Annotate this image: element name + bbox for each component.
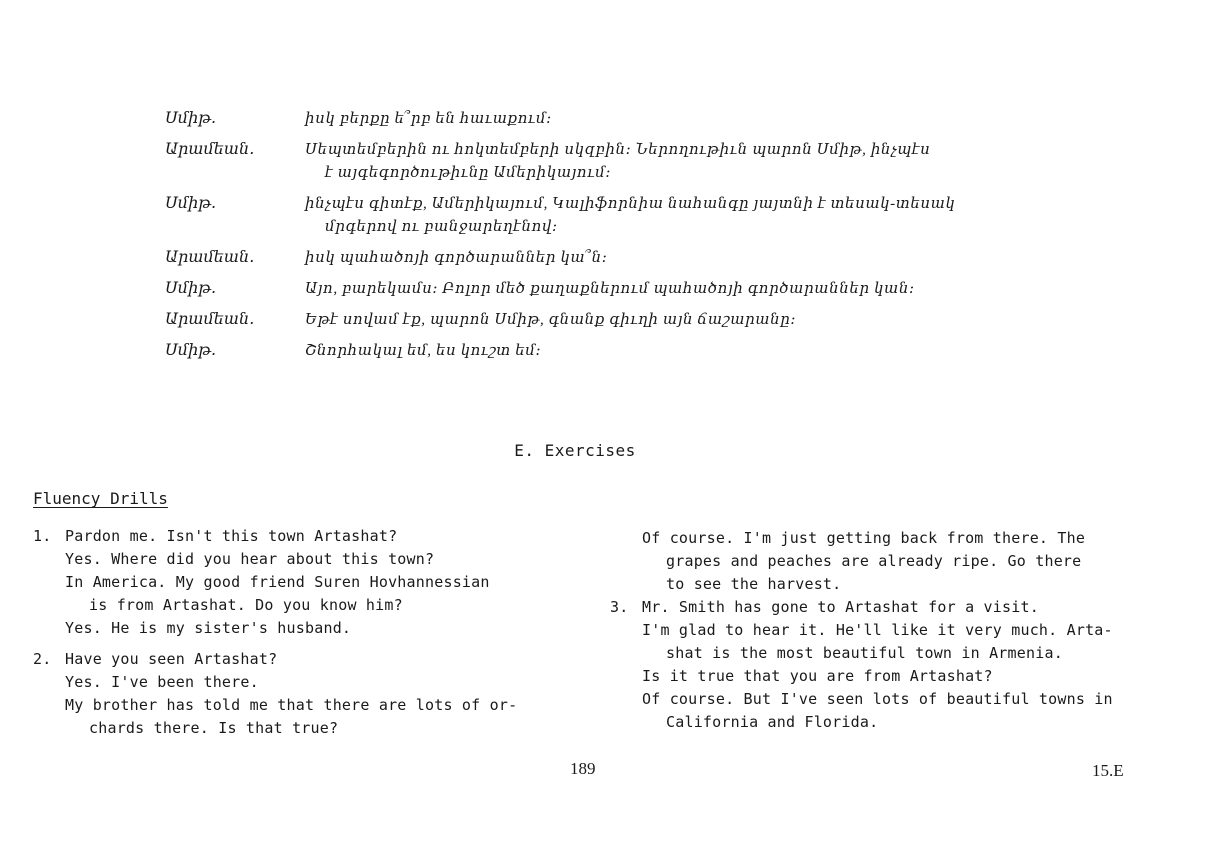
- dialogue-text-line: ինչպէս գիտէք, Ամերիկայում, Կալիֆորնիա նահանգը յայտնի է տեսակ-տեսակ: [305, 196, 956, 212]
- speaker-name: Սմիթ․: [165, 110, 217, 127]
- section-title: E. Exercises: [514, 441, 636, 460]
- dialogue-text-line: Այո, բարեկամս։ Բոլոր մեծ քաղաքներում պահածոյի գործարաններ կան։: [305, 281, 915, 297]
- drill-line-text: My brother has told me that there are lots of or-: [65, 696, 518, 714]
- dialogue-text: [305, 139, 1045, 185]
- drill-line: [65, 671, 593, 694]
- speaker-name: Արամեան․: [165, 311, 255, 328]
- dialogue-text: [305, 340, 1045, 363]
- drill-line: [642, 596, 1170, 619]
- dialogue-text: [305, 278, 1045, 301]
- speaker-name: Սմիթ․: [165, 342, 217, 359]
- drill-line-text: I'm glad to hear it. He'll like it very much. Arta-: [642, 621, 1113, 639]
- drill-line: [65, 548, 593, 571]
- dialogue-text-line: իսկ բերքը ե՞րբ են հաւաքում։: [305, 111, 552, 127]
- drill-item: [33, 525, 593, 640]
- drill-line-text: Of course. But I've seen lots of beautiful towns in: [642, 690, 1113, 708]
- drills-left-column: [33, 525, 593, 748]
- drill-line: [642, 527, 1170, 596]
- drill-line-wrap: to see the harvest.: [666, 575, 842, 593]
- dialogue-line: [165, 108, 1045, 131]
- speaker-name: Արամեան․: [165, 141, 255, 158]
- dialogue-line: [165, 278, 1045, 301]
- drill-line-wrap: grapes and peaches are already ripe. Go there: [666, 552, 1082, 570]
- drill-line-text: Yes. Where did you hear about this town?: [65, 550, 435, 568]
- drill-line: [65, 648, 593, 671]
- speaker-name: Սմիթ․: [165, 195, 217, 212]
- drill-number: 3.: [610, 598, 629, 616]
- drill-line: [642, 688, 1170, 734]
- dialogue-text: [305, 247, 1045, 270]
- dialogue-text-line: Շնորհակալ եմ, ես կուշտ եմ։: [305, 343, 542, 359]
- section-code: 15.E: [1092, 761, 1124, 780]
- dialogue-line: [165, 247, 1045, 270]
- dialogue-text-line: է այգեգործութիւնը Ամերիկայում։: [325, 165, 612, 181]
- drill-number: 1.: [33, 527, 52, 545]
- drill-line-text: Is it true that you are from Artashat?: [642, 667, 993, 685]
- drill-line-text: Mr. Smith has gone to Artashat for a visit.: [642, 598, 1039, 616]
- drill-line-text: Of course. I'm just getting back from there. The: [642, 529, 1086, 547]
- drill-line: [65, 571, 593, 617]
- dialogue-text-line: Սեպտեմբերին ու հոկտեմբերի սկզբին։ Ներողութիւն պարոն Սմիթ, ինչպէս: [305, 142, 931, 158]
- drill-line: [642, 619, 1170, 665]
- drill-body: [65, 648, 593, 740]
- dialogue-text: [305, 108, 1045, 131]
- drill-line: [65, 694, 593, 740]
- drill-line: [65, 525, 593, 548]
- armenian-dialogue: [165, 108, 1045, 371]
- drill-line: [642, 665, 1170, 688]
- drills-right-column: [610, 527, 1170, 742]
- dialogue-text: [305, 193, 1045, 239]
- dialogue-text: [305, 309, 1045, 332]
- drill-item: [610, 596, 1170, 734]
- drill-line-wrap: shat is the most beautiful town in Armenia.: [666, 644, 1063, 662]
- drill-line-wrap: is from Artashat. Do you know him?: [89, 596, 403, 614]
- drill-line-text: Yes. I've been there.: [65, 673, 259, 691]
- page-number: 189: [570, 759, 596, 778]
- drill-body: [642, 596, 1170, 734]
- drill-line-wrap: chards there. Is that true?: [89, 719, 339, 737]
- drill-line: [65, 617, 593, 640]
- drill-continuation: [610, 527, 1170, 596]
- dialogue-text-line: իսկ պահածոյի գործարաններ կա՞ն։: [305, 250, 608, 266]
- drill-line-wrap: California and Florida.: [666, 713, 879, 731]
- speaker-name: Սմիթ․: [165, 280, 217, 297]
- dialogue-text-line: Եթէ սովամ էք, պարոն Սմիթ, գնանք գիւղի այն ճաշարանը։: [305, 312, 797, 328]
- drill-line-text: In America. My good friend Suren Hovhannessian: [65, 573, 490, 591]
- drill-line-text: Have you seen Artashat?: [65, 650, 278, 668]
- dialogue-text-line: մրգերով ու բանջարեղէնով։: [325, 219, 558, 235]
- drill-body: [65, 525, 593, 640]
- speaker-name: Արամեան․: [165, 249, 255, 266]
- dialogue-line: [165, 340, 1045, 363]
- drill-number: 2.: [33, 650, 52, 668]
- dialogue-line: [165, 139, 1045, 185]
- drill-line-text: Pardon me. Isn't this town Artashat?: [65, 527, 398, 545]
- dialogue-line: [165, 193, 1045, 239]
- drills-heading: Fluency Drills: [33, 489, 168, 508]
- drill-line-text: Yes. He is my sister's husband.: [65, 619, 352, 637]
- dialogue-line: [165, 309, 1045, 332]
- drill-item: [33, 648, 593, 740]
